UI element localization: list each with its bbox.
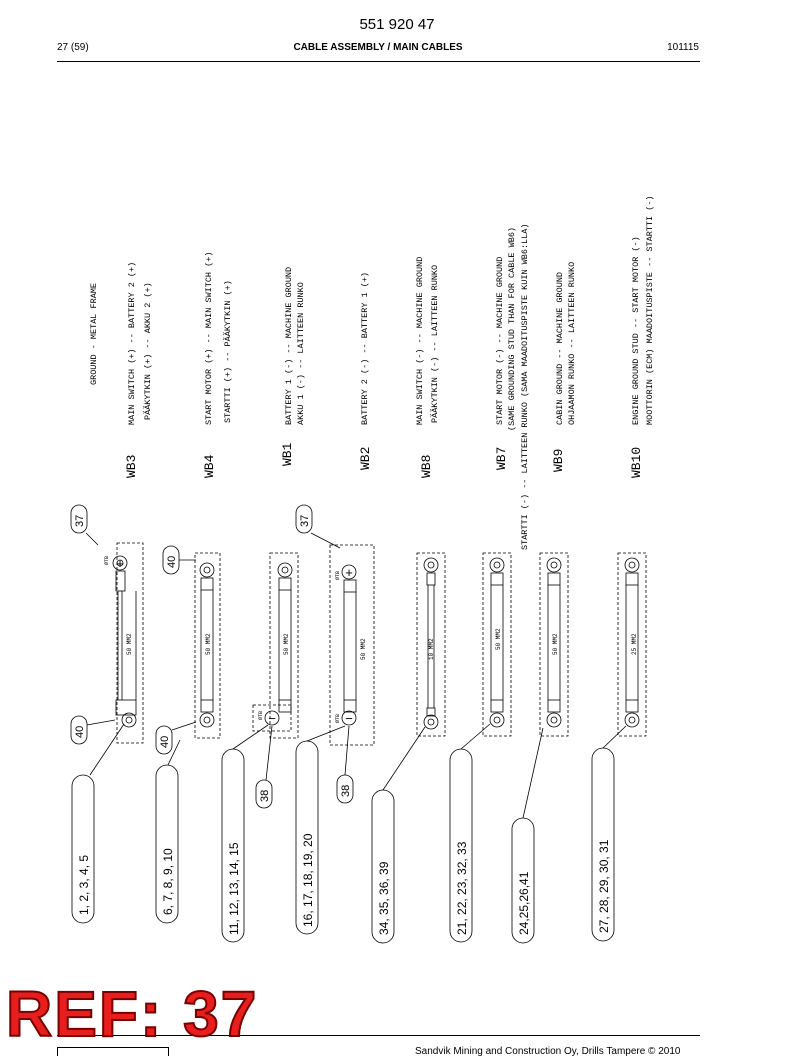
items-wb7: 21, 22, 23, 32, 33 bbox=[455, 841, 469, 935]
wb4-desc-1: START MOTOR (+) -- MAIN SWITCH (+) bbox=[204, 251, 214, 425]
wb3-desc-2: MAIN SWITCH (+) -- BATTERY 2 (+) bbox=[127, 261, 137, 425]
wb7-id: WB7 bbox=[494, 446, 509, 470]
wb4-size: 50 MM2 bbox=[205, 633, 212, 655]
callout-40-wb4-label: 40 bbox=[166, 555, 178, 568]
wb4-desc-2: STARTTI (+) -- PÄÄKYTKIN (+) bbox=[223, 280, 233, 423]
items-wb10: 27, 28, 29, 30, 31 bbox=[597, 839, 611, 933]
wb3-size: 50 MM2 bbox=[126, 633, 133, 655]
wb9-desc-1: CABIN GROUND -- MACHINE GROUND bbox=[555, 271, 565, 425]
wb3-desc-3: PÄÄKYTKIN (+) -- AKKU 2 (+) bbox=[143, 282, 153, 420]
items-wb4: 6, 7, 8, 9, 10 bbox=[161, 848, 175, 915]
callout-38-wb2-label: 38 bbox=[340, 784, 352, 797]
wb4-id: WB4 bbox=[202, 454, 217, 478]
wb1-desc-1: BATTERY 1 (-) -- MACHINE GROUND bbox=[284, 266, 294, 425]
callout-38-wb1-label: 38 bbox=[259, 789, 271, 802]
page-title: CABLE ASSEMBLY / MAIN CABLES bbox=[293, 42, 463, 53]
sandvik-logo bbox=[57, 1047, 169, 1056]
wb1-minus-symbol: − bbox=[268, 711, 276, 726]
wb2-id: WB2 bbox=[358, 446, 373, 470]
items-wb2: 16, 17, 18, 19, 20 bbox=[301, 833, 315, 927]
wb2-plus-symbol: + bbox=[345, 565, 353, 580]
ref-stamp: REF: 37 bbox=[6, 978, 259, 1050]
wb3-desc-1: GROUND - METAL FRAME bbox=[89, 282, 99, 385]
wb7-desc-1: START MOTOR (-) -- MACHINE GROUND bbox=[495, 256, 505, 425]
wb3-tag: ØTB bbox=[104, 555, 110, 565]
wb9-id: WB9 bbox=[551, 448, 566, 472]
wb10-size: 25 MM2 bbox=[631, 633, 638, 655]
wb2-tag: ØTB bbox=[335, 570, 341, 580]
wb3-plus-symbol: + bbox=[116, 556, 124, 571]
wb1-id: WB1 bbox=[280, 442, 295, 466]
page-number: 27 (59) bbox=[57, 42, 89, 53]
items-wb3: 1, 2, 3, 4, 5 bbox=[77, 854, 91, 915]
wb8-size: 10 MM2 bbox=[428, 638, 435, 660]
wb10-desc-2: MOOTTORIN (ECM) MAADOITUSPISTE -- STARTTI (-) bbox=[645, 195, 655, 425]
callout-40-wb4-bottom-label: 40 bbox=[159, 735, 171, 748]
wb1-tag: ØTB bbox=[258, 710, 264, 720]
items-wb9: 24,25,26,41 bbox=[517, 871, 531, 935]
document-number: 551 920 47 bbox=[359, 16, 435, 33]
wb1-size: 50 MM2 bbox=[283, 633, 290, 655]
wb2-minus-symbol: − bbox=[345, 711, 353, 726]
wb8-desc-2: PÄÄKYTKIN (-) -- LAITTEEN RUNKO bbox=[430, 264, 440, 423]
wb10-id: WB10 bbox=[629, 446, 644, 478]
wb7-size: 50 MM2 bbox=[495, 628, 502, 650]
wb3-id: WB3 bbox=[124, 454, 139, 478]
wb10-desc-1: ENGINE GROUND STUD -- START MOTOR (-) bbox=[631, 236, 641, 425]
revision-date: 101115 bbox=[667, 42, 699, 53]
wb2-desc-1: BATTERY 2 (-) -- BATTERY 1 (+) bbox=[360, 271, 370, 425]
wb7-desc-2: (SAME GROUNDING STUD THAN FOR CABLE WB6) bbox=[507, 226, 517, 431]
wb1-desc-2: AKKU 1 (-) -- LAITTEEN RUNKO bbox=[296, 282, 306, 425]
wb9-size: 50 MM2 bbox=[552, 633, 559, 655]
wb8-id: WB8 bbox=[419, 454, 434, 478]
wb7-desc-3: STARTTI (-) -- LAITTEEN RUNKO (SAMA MAADOITUSPISTE KUIN WB6:LLA) bbox=[520, 223, 530, 550]
items-wb8: 34, 35, 36, 39 bbox=[377, 861, 391, 935]
wb2-size: 50 MM2 bbox=[360, 638, 367, 660]
items-wb1: 11, 12, 13, 14, 15 bbox=[227, 842, 241, 935]
wb2-tag-bottom: ØTB bbox=[335, 713, 341, 723]
callout-37-top-label: 37 bbox=[74, 514, 86, 527]
footer-copyright: Sandvik Mining and Construction Oy, Drills Tampere © 2010 bbox=[415, 1046, 681, 1057]
callout-40-wb3-label: 40 bbox=[74, 725, 86, 738]
callout-37-wb2-label: 37 bbox=[299, 514, 311, 527]
wb9-desc-2: OHJAAMON RUNKO -- LAITTEEN RUNKO bbox=[567, 261, 577, 425]
wb8-desc-1: MAIN SWITCH (-) -- MACHINE GROUND bbox=[415, 256, 425, 425]
